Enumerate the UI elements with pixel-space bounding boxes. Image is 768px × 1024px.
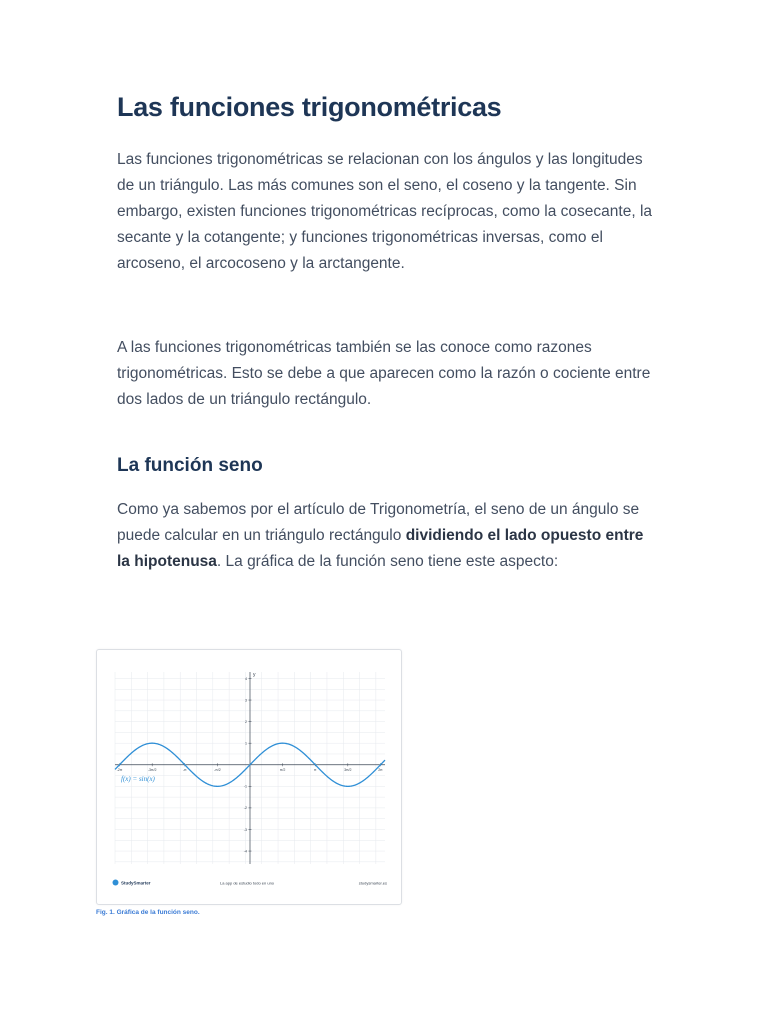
paragraph-bold-text: dividiendo el lado opuesto entre la hipotenusa: [117, 527, 644, 570]
x-tick-label: π/2: [279, 767, 286, 772]
footer-right-text: studysmarter.es: [358, 880, 387, 886]
function-formula-label: f(x) = sin(x): [121, 774, 155, 783]
x-tick-label: -π/2: [214, 767, 221, 772]
logo-icon: [113, 880, 119, 886]
section-paragraph: [117, 497, 657, 575]
y-tick-label: -1: [243, 784, 247, 789]
y-tick-label: 3: [245, 698, 247, 703]
footer-brand: StudySmarter: [121, 880, 151, 886]
y-tick-label: -4: [243, 849, 247, 854]
x-tick-label: 2π: [378, 767, 383, 772]
y-tick-label: 2: [245, 719, 247, 724]
studysmarter-logo: [113, 880, 151, 886]
footer-center-text: La app de estudio todo en uno: [219, 880, 275, 886]
y-tick-label: 4: [245, 676, 247, 681]
y-tick-label: -3: [243, 827, 247, 832]
page-title: Las funciones trigonométricas: [117, 92, 502, 122]
sine-chart: [97, 650, 401, 904]
y-tick-label: -2: [243, 806, 247, 811]
x-tick-label: -3π/2: [147, 767, 157, 772]
y-tick-label: 1: [245, 741, 247, 746]
y-axis-label: y: [253, 672, 256, 678]
x-tick-label: 3π/2: [344, 767, 352, 772]
intro-paragraph-1: Las funciones trigonométricas se relacionan con los ángulos y las longitudes de un triángulo. Las más comunes son el seno, el coseno y la tangente. Sin embargo, existen funciones trigonométricas recíprocas, como la cosecante, la secante y la cotangente; y funciones trigonométricas inversas, como el arcoseno, el arcocoseno y la arctangente.: [117, 151, 653, 272]
section-heading: La función seno: [117, 455, 263, 476]
sine-graph-figure: [96, 649, 402, 905]
paragraph-text-before: Como ya sabemos por el artículo de Trigonometría, el seno de un ángulo se puede calcular en un triángulo rectángulo: [117, 501, 640, 544]
intro-paragraph-2: A las funciones trigonométricas también se las conoce como razones trigonométricas. Esto se debe a que aparecen como la razón o cociente entre dos lados de un triángulo rectángulo.: [117, 339, 651, 408]
x-tick-label: π: [313, 767, 317, 772]
paragraph-text-after: . La gráfica de la función seno tiene este aspecto:: [216, 553, 559, 570]
x-tick-label: -π: [182, 767, 187, 772]
figure-caption: Fig. 1. Gráfica de la función seno.: [96, 909, 200, 916]
x-tick-label: -2π: [116, 767, 123, 772]
